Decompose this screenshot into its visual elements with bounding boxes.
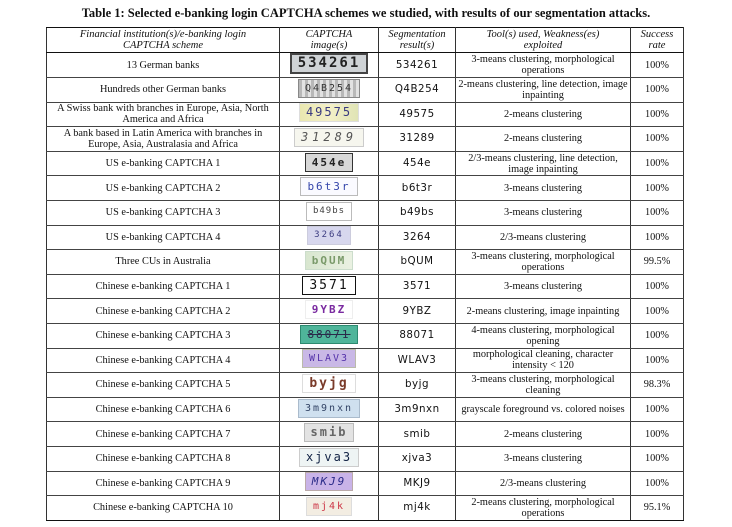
table-row [47, 200, 684, 225]
tools-weakness-cell: 2/3-means clustering [456, 471, 631, 496]
tools-weakness-cell: 2-means clustering [456, 422, 631, 447]
success-rate-cell: 100% [631, 200, 684, 225]
captcha-image-cell [280, 127, 379, 152]
captcha-image-cell [280, 397, 379, 422]
captcha-image: Q4B254 [298, 79, 360, 98]
segmentation-result-cell: byjg [379, 373, 456, 398]
captcha-image: 3264 [307, 226, 351, 245]
success-rate-cell: 100% [631, 446, 684, 471]
segmentation-result-cell: 534261 [379, 53, 456, 78]
success-rate-cell: 100% [631, 102, 684, 127]
captcha-image-cell [280, 471, 379, 496]
institution-cell: Chinese e-banking CAPTCHA 3 [47, 323, 280, 348]
tools-weakness-cell: 2-means clustering, image inpainting [456, 299, 631, 324]
caption-text: Selected e-banking login CAPTCHA schemes we studied, with results of our segmentation attacks. [127, 6, 651, 20]
segmentation-result-cell: Q4B254 [379, 78, 456, 103]
success-rate-cell: 100% [631, 274, 684, 299]
header-success-rate: Success rate [631, 28, 684, 53]
success-rate-cell: 100% [631, 348, 684, 373]
captcha-image-cell [280, 53, 379, 78]
tools-weakness-cell: 3-means clustering [456, 200, 631, 225]
segmentation-result-cell: 31289 [379, 127, 456, 152]
captcha-image-cell [280, 200, 379, 225]
success-rate-cell: 100% [631, 323, 684, 348]
institution-cell: Chinese e-banking CAPTCHA 1 [47, 274, 280, 299]
table-row [47, 496, 684, 521]
table-row [47, 323, 684, 348]
tools-weakness-cell: 2-means clustering, morphological operations [456, 496, 631, 521]
institution-cell: US e-banking CAPTCHA 1 [47, 151, 280, 176]
success-rate-cell: 100% [631, 127, 684, 152]
institution-cell: A Swiss bank with branches in Europe, Asia, North America and Africa [47, 102, 280, 127]
table-row [47, 471, 684, 496]
tools-weakness-cell: 2-means clustering [456, 127, 631, 152]
segmentation-result-cell: bQUM [379, 250, 456, 275]
captcha-image: 454e [305, 153, 354, 172]
success-rate-cell: 98.3% [631, 373, 684, 398]
tools-weakness-cell: 2-means clustering [456, 102, 631, 127]
table-row [47, 250, 684, 275]
segmentation-result-cell: mj4k [379, 496, 456, 521]
captcha-image-cell [280, 422, 379, 447]
captcha-image-cell [280, 274, 379, 299]
segmentation-result-cell: 9YBZ [379, 299, 456, 324]
header-row [47, 28, 684, 53]
captcha-image: smib [304, 423, 355, 442]
success-rate-cell: 100% [631, 397, 684, 422]
success-rate-cell: 99.5% [631, 250, 684, 275]
captcha-image-cell [280, 225, 379, 250]
institution-cell: US e-banking CAPTCHA 4 [47, 225, 280, 250]
segmentation-result-cell: xjva3 [379, 446, 456, 471]
captcha-image: 3m9nxn [298, 399, 360, 418]
captcha-image: xjva3 [299, 448, 359, 467]
institution-cell: Chinese e-banking CAPTCHA 2 [47, 299, 280, 324]
segmentation-result-cell: smib [379, 422, 456, 447]
institution-cell: Chinese e-banking CAPTCHA 9 [47, 471, 280, 496]
success-rate-cell: 100% [631, 471, 684, 496]
captcha-image: MKJ9 [305, 472, 354, 491]
table-row [47, 53, 684, 78]
table-caption [0, 6, 732, 21]
success-rate-cell: 100% [631, 151, 684, 176]
header-institution: Financial institution(s)/e-banking login CAPTCHA scheme [47, 28, 280, 53]
captcha-image-cell [280, 151, 379, 176]
captcha-results-table [46, 27, 684, 521]
table-row [47, 274, 684, 299]
institution-cell: Chinese e-banking CAPTCHA 7 [47, 422, 280, 447]
captcha-image-cell [280, 348, 379, 373]
tools-weakness-cell: 3-means clustering [456, 274, 631, 299]
table-row [47, 176, 684, 201]
segmentation-result-cell: MKJ9 [379, 471, 456, 496]
captcha-image: 31289 [294, 128, 364, 147]
captcha-image: 534261 [290, 53, 369, 74]
segmentation-result-cell: b49bs [379, 200, 456, 225]
header-segmentation: Segmentation result(s) [379, 28, 456, 53]
table-row [47, 127, 684, 152]
institution-cell: Chinese e-banking CAPTCHA 4 [47, 348, 280, 373]
institution-cell: A bank based in Latin America with branches in Europe, Asia, Australasia and Africa [47, 127, 280, 152]
captcha-image-cell [280, 102, 379, 127]
tools-weakness-cell: 2/3-means clustering [456, 225, 631, 250]
institution-cell: Chinese e-banking CAPTCHA 8 [47, 446, 280, 471]
captcha-image-cell [280, 446, 379, 471]
captcha-image: mj4k [306, 497, 352, 516]
table-row [47, 225, 684, 250]
segmentation-result-cell: b6t3r [379, 176, 456, 201]
tools-weakness-cell: 4-means clustering, morphological opening [456, 323, 631, 348]
segmentation-result-cell: 49575 [379, 102, 456, 127]
institution-cell: 13 German banks [47, 53, 280, 78]
captcha-image-cell [280, 496, 379, 521]
captcha-image-cell [280, 78, 379, 103]
success-rate-cell: 100% [631, 176, 684, 201]
table-row [47, 446, 684, 471]
header-captcha-images: CAPTCHA image(s) [280, 28, 379, 53]
institution-cell: Chinese e-banking CAPTCHA 10 [47, 496, 280, 521]
captcha-image: b6t3r [300, 177, 357, 196]
success-rate-cell: 100% [631, 422, 684, 447]
institution-cell: Hundreds other German banks [47, 78, 280, 103]
captcha-image: 9YBZ [305, 300, 354, 319]
captcha-image-cell [280, 323, 379, 348]
institution-cell: Chinese e-banking CAPTCHA 6 [47, 397, 280, 422]
segmentation-result-cell: 88071 [379, 323, 456, 348]
tools-weakness-cell: morphological cleaning, character intensity < 120 [456, 348, 631, 373]
success-rate-cell: 100% [631, 299, 684, 324]
tools-weakness-cell: 3-means clustering, morphological operations [456, 250, 631, 275]
success-rate-cell: 100% [631, 225, 684, 250]
table-row [47, 422, 684, 447]
captcha-image: WLAV3 [302, 349, 356, 368]
captcha-image: 88071 [300, 325, 357, 344]
tools-weakness-cell: 2/3-means clustering, line detection, image inpainting [456, 151, 631, 176]
institution-cell: US e-banking CAPTCHA 2 [47, 176, 280, 201]
segmentation-result-cell: 3571 [379, 274, 456, 299]
tools-weakness-cell: grayscale foreground vs. colored noises [456, 397, 631, 422]
institution-cell: Chinese e-banking CAPTCHA 5 [47, 373, 280, 398]
tools-weakness-cell: 2-means clustering, line detection, image inpainting [456, 78, 631, 103]
segmentation-result-cell: 454e [379, 151, 456, 176]
segmentation-result-cell: WLAV3 [379, 348, 456, 373]
table-row [47, 102, 684, 127]
captcha-image: byjg [302, 374, 355, 393]
tools-weakness-cell: 3-means clustering, morphological operations [456, 53, 631, 78]
captcha-image: 49575 [299, 103, 359, 122]
segmentation-result-cell: 3m9nxn [379, 397, 456, 422]
table-row [47, 348, 684, 373]
captcha-image-cell [280, 250, 379, 275]
institution-cell: US e-banking CAPTCHA 3 [47, 200, 280, 225]
tools-weakness-cell: 3-means clustering [456, 446, 631, 471]
captcha-image-cell [280, 373, 379, 398]
captcha-image-cell [280, 176, 379, 201]
table-row [47, 397, 684, 422]
captcha-image-cell [280, 299, 379, 324]
table-row [47, 373, 684, 398]
captcha-image: b49bs [306, 202, 352, 221]
captcha-image: bQUM [305, 251, 354, 270]
success-rate-cell: 100% [631, 78, 684, 103]
table-label: Table 1: [81, 6, 125, 20]
table-row [47, 78, 684, 103]
header-tools: Tool(s) used, Weakness(es) exploited [456, 28, 631, 53]
tools-weakness-cell: 3-means clustering, morphological cleaning [456, 373, 631, 398]
table-row [47, 151, 684, 176]
segmentation-result-cell: 3264 [379, 225, 456, 250]
captcha-image: 3571 [302, 276, 355, 295]
institution-cell: Three CUs in Australia [47, 250, 280, 275]
tools-weakness-cell: 3-means clustering [456, 176, 631, 201]
table-row [47, 299, 684, 324]
success-rate-cell: 95.1% [631, 496, 684, 521]
success-rate-cell: 100% [631, 53, 684, 78]
